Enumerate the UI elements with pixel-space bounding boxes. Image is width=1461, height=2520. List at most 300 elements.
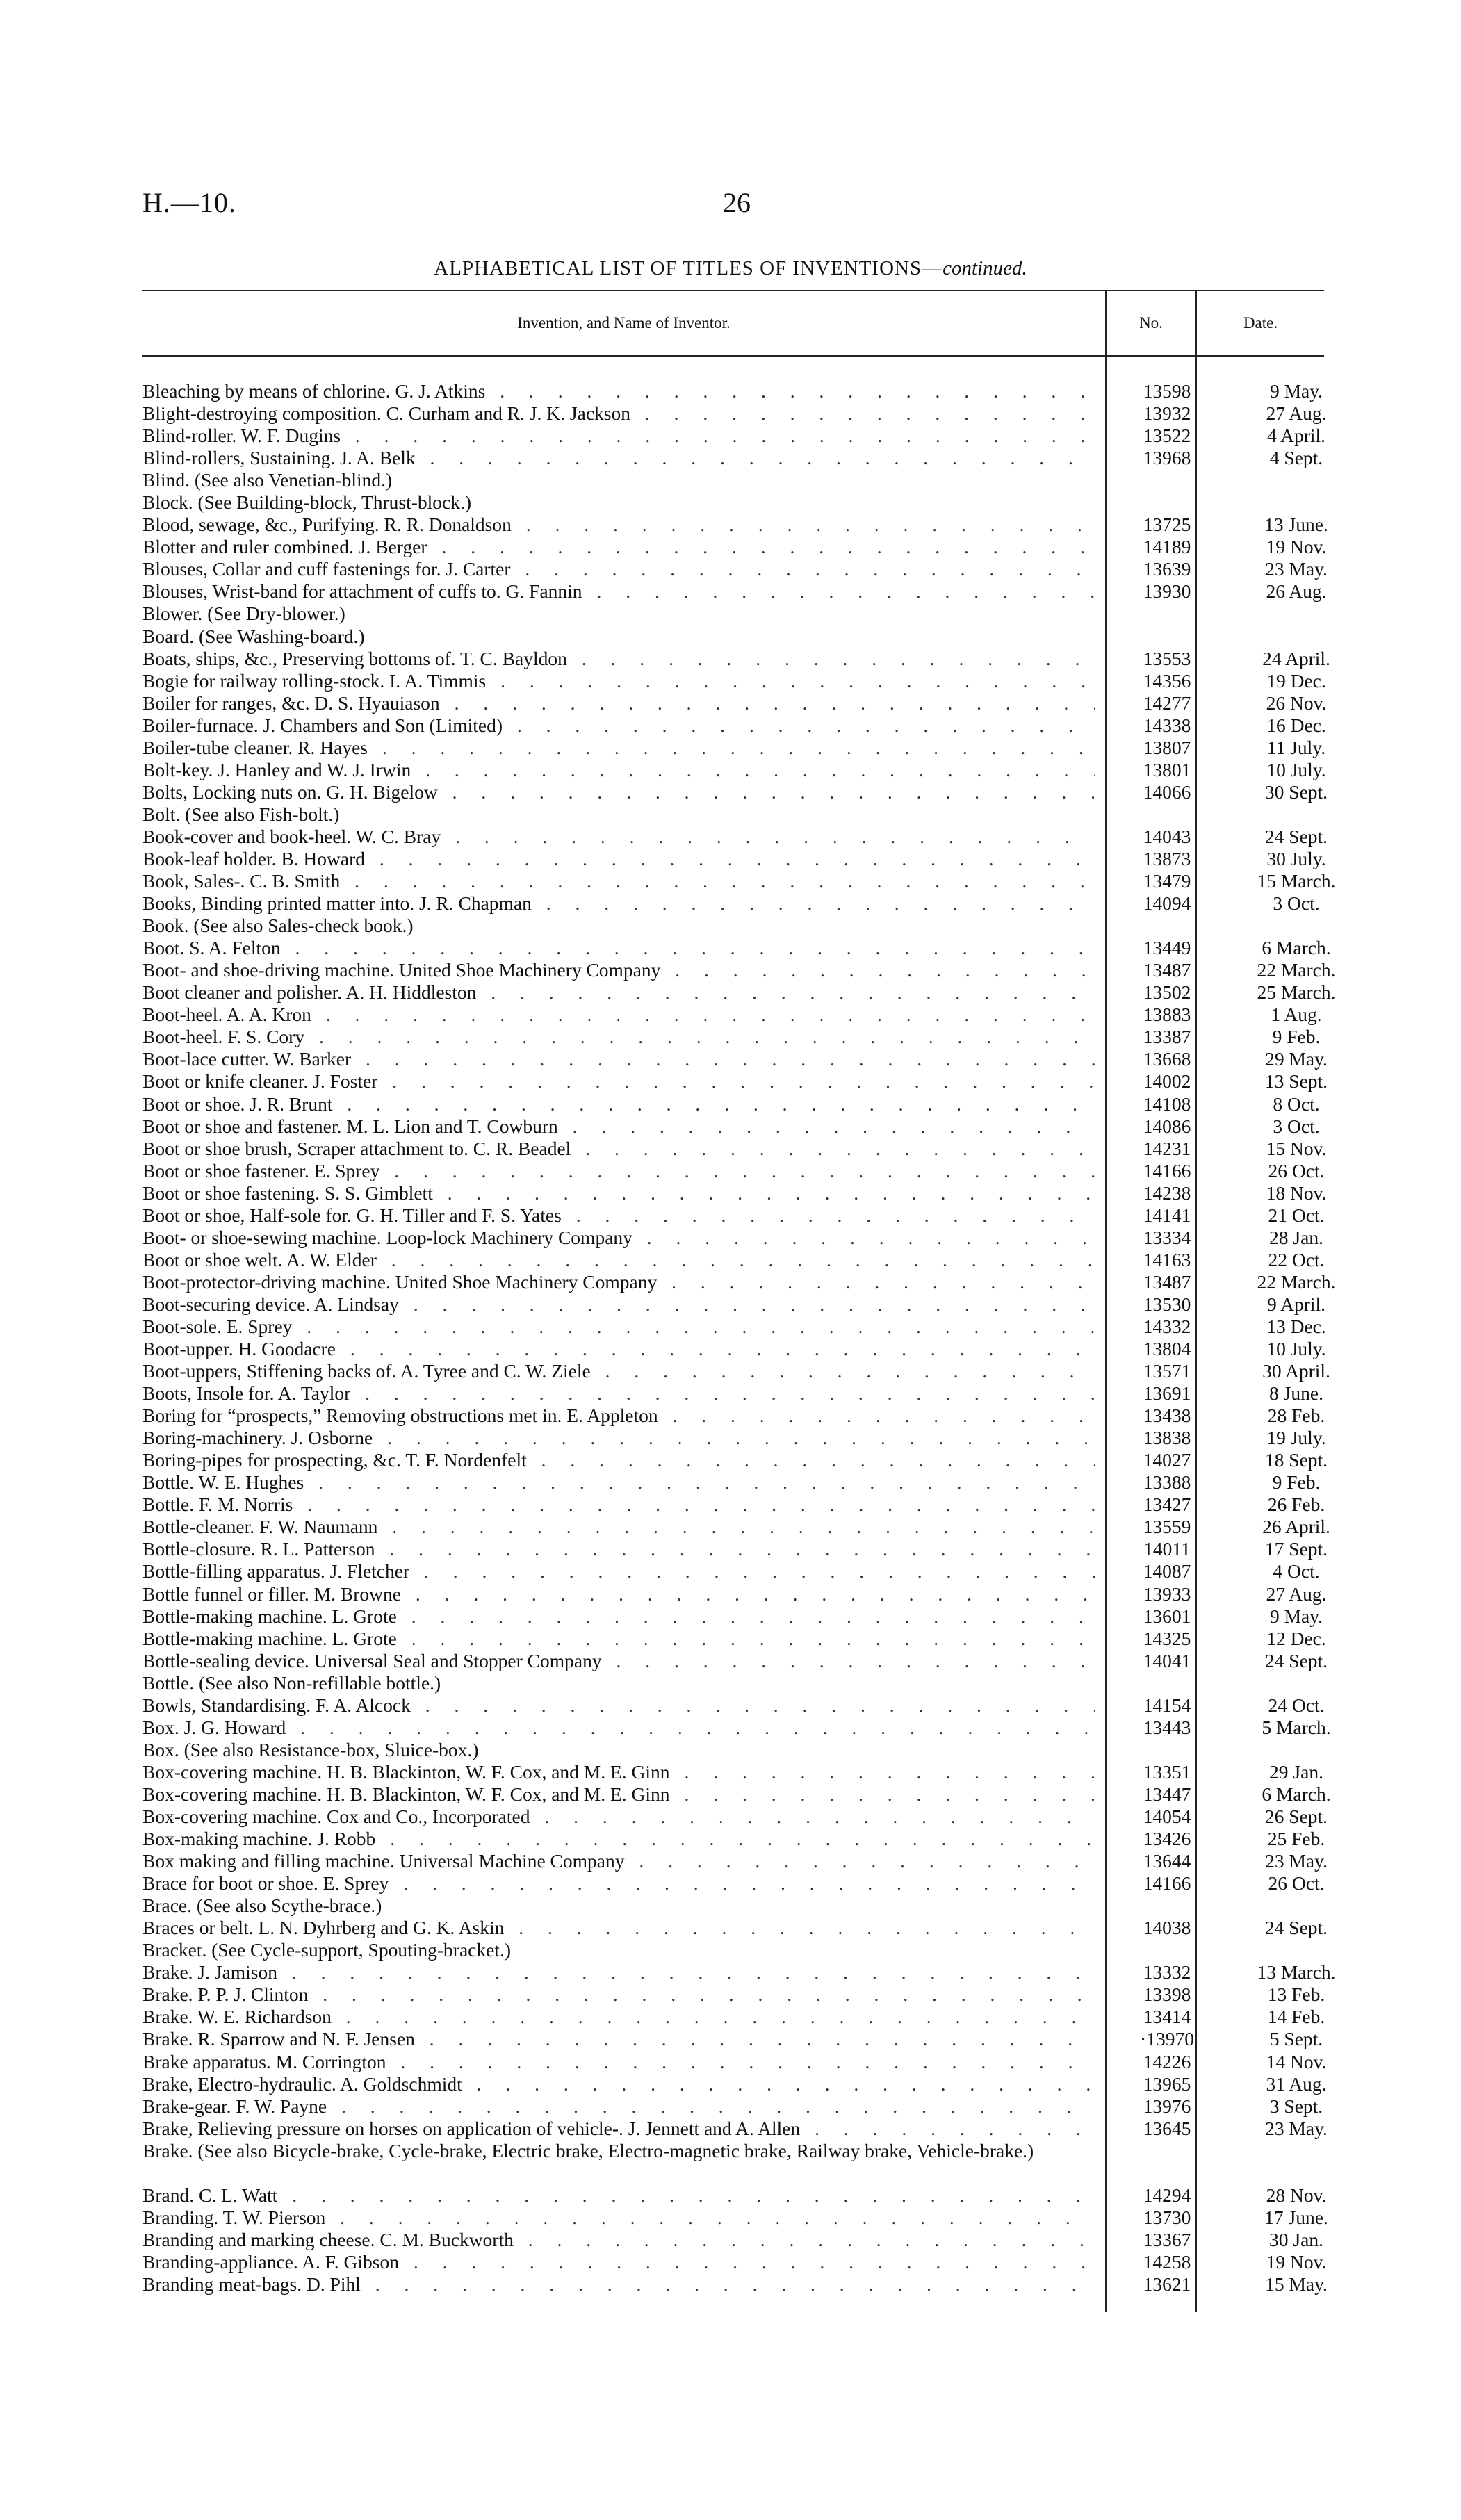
invention-title: Boiler-furnace. J. Chambers and Son (Limited) . . . [142, 714, 1095, 737]
patent-number: 13691 [1143, 1382, 1191, 1405]
list-item [142, 1449, 1456, 1471]
patent-number: 14011 [1143, 1538, 1191, 1560]
patent-date: 26 Oct. [1268, 1159, 1325, 1181]
patent-number: 14038 [1143, 1917, 1191, 1939]
patent-date: 18 Nov. [1266, 1181, 1327, 1204]
list-item [142, 1360, 1456, 1382]
patent-date: 10 July. [1266, 758, 1326, 780]
invention-title: Boot-heel. F. S. Cory . . . [142, 1026, 1095, 1048]
list-item [142, 2095, 1456, 2118]
invention-title: Branding and marking cheese. C. M. Buckworth . . . [142, 2229, 1095, 2251]
list-item [142, 1093, 1456, 1115]
patent-date: 23 May. [1265, 1850, 1328, 1872]
patent-number: 13387 [1143, 1026, 1191, 1048]
patent-number: 14166 [1143, 1872, 1191, 1895]
invention-title: Bottle. (See also Non-refillable bottle.) [142, 1671, 441, 1694]
patent-date: 24 Sept. [1264, 1649, 1328, 1671]
patent-date: 29 May. [1265, 1048, 1328, 1070]
patent-number: 13449 [1143, 937, 1191, 959]
patent-number: 13522 [1143, 425, 1191, 447]
list-item [142, 1939, 1456, 1961]
list-item [142, 1026, 1456, 1048]
list-item [142, 2028, 1456, 2050]
patent-number: 13968 [1143, 447, 1191, 469]
patent-date: 19 July. [1266, 1427, 1326, 1449]
invention-title: Blind. (See also Venetian-blind.) [142, 469, 393, 491]
patent-date: 8 June. [1269, 1382, 1323, 1405]
invention-title: Boot-lace cutter. W. Barker . . . [142, 1048, 1095, 1070]
invention-title: Bottle funnel or filler. M. Browne . . . [142, 1583, 1095, 1605]
patent-date: 8 Oct. [1273, 1093, 1320, 1115]
list-item [142, 1204, 1456, 1227]
invention-title: Boats, ships, &c., Preserving bottoms of. T. C. Bayldon . . . [142, 648, 1095, 670]
invention-title: Bottle-filling apparatus. J. Fletcher . . . [142, 1560, 1095, 1582]
invention-title: Boot-uppers, Stiffening backs of. A. Tyree and C. W. Ziele . . . [142, 1360, 1095, 1382]
patent-date: 30 Jan. [1269, 2228, 1323, 2250]
invention-title: Brake. P. P. J. Clinton . . . [142, 1983, 1095, 2006]
list-item [142, 670, 1456, 692]
invention-title: Boot or shoe welt. A. W. Elder . . . [142, 1249, 1095, 1271]
invention-title: Boring for “prospects,” Removing obstructions met in. E. Appleton . . . [142, 1405, 1095, 1427]
invention-title: Boot or shoe. J. R. Brunt . . . [142, 1093, 1095, 1115]
patent-date: 15 Nov. [1266, 1137, 1327, 1159]
list-item [142, 1516, 1456, 1538]
patent-date: 6 March. [1262, 1783, 1331, 1805]
list-item [142, 2006, 1456, 2028]
patent-number: 14066 [1143, 780, 1191, 803]
patent-number: 13332 [1143, 1961, 1191, 1983]
patent-number: 13388 [1143, 1471, 1191, 1494]
list-item [142, 1828, 1456, 1850]
patent-number: 13553 [1143, 647, 1191, 669]
patent-number: 14054 [1143, 1806, 1191, 1827]
invention-title: Boot cleaner and polisher. A. H. Hiddleston . . . [142, 981, 1095, 1004]
list-item [142, 892, 1456, 915]
patent-date: 17 Sept. [1264, 1538, 1328, 1560]
patent-date: 11 July. [1266, 736, 1326, 758]
patent-date: 4 Sept. [1269, 447, 1323, 469]
patent-number: 14166 [1143, 1159, 1191, 1181]
list-item [142, 1427, 1456, 1449]
patent-number: 13838 [1143, 1427, 1191, 1449]
invention-title: Boiler for ranges, &c. D. S. Hyauiason . . . [142, 692, 1095, 714]
list-item [142, 1382, 1456, 1405]
patent-number: 13873 [1143, 847, 1191, 869]
invention-title: Brake. J. Jamison . . . [142, 1961, 1095, 1983]
patent-date: 17 June. [1264, 2206, 1328, 2228]
patent-number: 13530 [1143, 1293, 1191, 1315]
patent-date: 28 Nov. [1266, 2184, 1327, 2206]
patent-number: 14043 [1143, 825, 1191, 847]
patent-number: 13933 [1143, 1582, 1191, 1605]
list-item [142, 1672, 1456, 1694]
patent-number: 13438 [1143, 1405, 1191, 1427]
patent-number: 14277 [1143, 692, 1191, 714]
list-item [142, 1115, 1456, 1138]
patent-number: 13398 [1143, 1983, 1191, 2006]
invention-title: Brace for boot or shoe. E. Sprey . . . [142, 1872, 1095, 1895]
invention-title: Brake-gear. F. W. Payne . . . [142, 2095, 1095, 2118]
invention-title: Bolt. (See also Fish-bolt.) [142, 803, 340, 825]
list-item [142, 1761, 1456, 1783]
title-text: ALPHABETICAL LIST OF TITLES OF INVENTIONS— [434, 257, 943, 279]
invention-title: Boot. S. A. Felton . . . [142, 937, 1095, 959]
list-item [142, 1783, 1456, 1806]
list-item [142, 1605, 1456, 1628]
patent-number: 13334 [1143, 1226, 1191, 1248]
invention-title: Block. (See Building-block, Thrust-block.) [142, 491, 472, 514]
list-item [142, 870, 1456, 892]
patent-number: 13447 [1143, 1783, 1191, 1805]
patent-number: 14338 [1143, 714, 1191, 736]
page-title [0, 257, 1461, 280]
patent-date: 22 Oct. [1268, 1248, 1325, 1270]
patent-date: 1 Aug. [1271, 1004, 1322, 1026]
patent-number: 14325 [1143, 1627, 1191, 1649]
patent-date: 9 Feb. [1272, 1026, 1321, 1048]
list-item [142, 536, 1456, 558]
patent-number: 14154 [1143, 1694, 1191, 1716]
list-item [142, 1227, 1456, 1249]
list-item [142, 580, 1456, 603]
invention-title: Brake apparatus. M. Corrington . . . [142, 2051, 1095, 2073]
patent-date: 22 March. [1257, 959, 1336, 981]
list-item [142, 2229, 1456, 2251]
patent-number: 13668 [1143, 1048, 1191, 1070]
list-item [142, 2140, 1456, 2184]
invention-title: Book-leaf holder. B. Howard . . . [142, 848, 1095, 870]
invention-title: Boiler-tube cleaner. R. Hayes . . . [142, 737, 1095, 759]
patent-date: 18 Sept. [1264, 1449, 1328, 1471]
invention-title: Book-cover and book-heel. W. C. Bray . . . [142, 826, 1095, 848]
invention-title: Boot or shoe fastener. E. Sprey . . . [142, 1160, 1095, 1182]
list-item [142, 1560, 1456, 1582]
invention-title: Blower. (See Dry-blower.) [142, 603, 345, 625]
list-item [142, 2251, 1456, 2273]
list-item [142, 625, 1456, 648]
invention-title: Brand. C. L. Watt . . . [142, 2184, 1095, 2207]
patent-number: 13621 [1143, 2273, 1191, 2295]
list-item [142, 648, 1456, 670]
list-item [142, 2051, 1456, 2073]
patent-number: 13414 [1143, 2006, 1191, 2028]
list-item [142, 1806, 1456, 1828]
list-item [142, 826, 1456, 848]
list-item [142, 1160, 1456, 1182]
patent-date: 19 Nov. [1266, 2250, 1327, 2273]
list-item [142, 1739, 1456, 1761]
list-item [142, 603, 1456, 625]
list-item [142, 447, 1456, 469]
list-item [142, 714, 1456, 737]
invention-title: Book. (See also Sales-check book.) [142, 915, 414, 937]
patent-number: 13965 [1143, 2072, 1191, 2095]
patent-number: 13645 [1143, 2117, 1191, 2139]
list-item [142, 1471, 1456, 1494]
patent-number: 13426 [1143, 1828, 1191, 1850]
patent-date: 13 Sept. [1264, 1070, 1328, 1093]
invention-title: Braces or belt. L. N. Dyhrberg and G. K. Askin . . . [142, 1917, 1095, 1939]
list-item [142, 1405, 1456, 1427]
list-item [142, 402, 1456, 425]
column-header-invention: Invention, and Name of Inventor. [517, 314, 730, 332]
invention-title: Bottle-making machine. L. Grote . . . [142, 1605, 1095, 1628]
patent-number: 13559 [1143, 1516, 1191, 1538]
invention-title: Blouses, Wrist-band for attachment of cuffs to. G. Fannin . . . [142, 580, 1095, 603]
invention-title: Books, Binding printed matter into. J. R. Chapman . . . [142, 892, 1095, 915]
patent-date: 5 March. [1262, 1716, 1331, 1738]
patent-number: 13427 [1143, 1494, 1191, 1516]
page-ref: H.—10. [142, 187, 236, 218]
list-item [142, 737, 1456, 759]
invention-title: Blight-destroying composition. C. Curham and R. J. K. Jackson . . . [142, 402, 1095, 425]
patent-number: 14002 [1143, 1070, 1191, 1093]
column-header-no: No. [1139, 314, 1163, 332]
invention-title: Branding. T. W. Pierson . . . [142, 2207, 1095, 2229]
patent-date: 23 May. [1265, 558, 1328, 580]
list-item [142, 1070, 1456, 1093]
invention-title: Boot- or shoe-sewing machine. Loop-lock Machinery Company . . . [142, 1227, 1095, 1249]
patent-number: 13571 [1143, 1360, 1191, 1382]
invention-title: Box making and filling machine. Universal Machine Company . . . [142, 1850, 1095, 1872]
list-item [142, 1338, 1456, 1360]
patent-number: 14231 [1143, 1137, 1191, 1159]
invention-title: Bottle-sealing device. Universal Seal and Stopper Company . . . [142, 1650, 1095, 1672]
patent-number: 13976 [1143, 2095, 1191, 2117]
patent-number: 13367 [1143, 2228, 1191, 2250]
list-item [142, 1182, 1456, 1204]
invention-title: Blind-roller. W. F. Dugins . . . [142, 425, 1095, 447]
patent-date: 15 March. [1257, 870, 1336, 892]
patent-date: 26 Feb. [1267, 1494, 1325, 1516]
patent-number: 13487 [1143, 1270, 1191, 1293]
list-item [142, 1138, 1456, 1160]
invention-title: Boring-machinery. J. Osborne . . . [142, 1427, 1095, 1449]
patent-number: 13598 [1143, 380, 1191, 402]
list-item [142, 491, 1456, 514]
patent-number: 13351 [1143, 1760, 1191, 1783]
patent-date: 4 Oct. [1273, 1560, 1320, 1582]
invention-title: Brake. (See also Bicycle-brake, Cycle-brake, Electric brake, Electro-magnetic brake, Railway brake, Vehicle-brake.) [142, 2139, 1034, 2161]
patent-date: 9 May. [1269, 1605, 1323, 1627]
patent-number: ·13970 [1140, 2028, 1194, 2050]
list-item [142, 2073, 1456, 2095]
header-bottom-rule [142, 355, 1324, 357]
list-item [142, 1717, 1456, 1739]
patent-date: 29 Jan. [1269, 1760, 1323, 1783]
patent-date: 12 Dec. [1266, 1627, 1326, 1649]
invention-title: Brake. R. Sparrow and N. F. Jensen . . . [142, 2028, 1095, 2050]
invention-title: Boot-sole. E. Sprey . . . [142, 1316, 1095, 1338]
patent-date: 14 Feb. [1267, 2006, 1325, 2028]
patent-date: 3 Sept. [1269, 2095, 1323, 2117]
invention-title: Bottle-closure. R. L. Patterson . . . [142, 1538, 1095, 1560]
list-item [142, 1628, 1456, 1650]
list-item [142, 915, 1456, 937]
list-item [142, 1895, 1456, 1917]
patent-number: 13725 [1143, 514, 1191, 536]
list-item [142, 2118, 1456, 2140]
patent-date: 31 Aug. [1266, 2072, 1327, 2095]
patent-number: 14041 [1143, 1649, 1191, 1671]
list-item [142, 514, 1456, 536]
patent-number: 14332 [1143, 1315, 1191, 1337]
patent-date: 19 Dec. [1266, 669, 1326, 692]
invention-title: Boot-upper. H. Goodacre . . . [142, 1338, 1095, 1360]
list-item [142, 803, 1456, 826]
patent-date: 13 March. [1257, 1961, 1336, 1983]
list-item [142, 1872, 1456, 1895]
patent-date: 13 June. [1264, 514, 1328, 536]
invention-title: Brake, Relieving pressure on horses on application of vehicle-. J. Jennett and A. Allen . . . [142, 2118, 1095, 2140]
invention-list [142, 380, 1456, 2296]
invention-title: Boot or shoe, Half-sole for. G. H. Tiller and F. S. Yates . . . [142, 1204, 1095, 1227]
invention-title: Boot-protector-driving machine. United Shoe Machinery Company . . . [142, 1271, 1095, 1293]
invention-title: Branding-appliance. A. F. Gibson . . . [142, 2251, 1095, 2273]
patent-number: 14087 [1143, 1560, 1191, 1582]
patent-number: 13801 [1143, 758, 1191, 780]
list-item [142, 759, 1456, 781]
patent-date: 23 May. [1265, 2117, 1328, 2139]
patent-number: 14163 [1143, 1248, 1191, 1270]
patent-date: 28 Feb. [1267, 1405, 1325, 1427]
invention-title: Bottle. W. E. Hughes . . . [142, 1471, 1095, 1494]
patent-date: 27 Aug. [1266, 402, 1327, 425]
invention-title: Boring-pipes for prospecting, &c. T. F. Nordenfelt . . . [142, 1449, 1095, 1471]
patent-date: 19 Nov. [1266, 536, 1327, 558]
patent-date: 22 March. [1257, 1270, 1336, 1293]
patent-date: 3 Oct. [1273, 1115, 1320, 1137]
list-item [142, 2207, 1456, 2229]
list-item [142, 425, 1456, 447]
patent-date: 25 March. [1257, 981, 1336, 1004]
patent-number: 14238 [1143, 1181, 1191, 1204]
patent-date: 30 Sept. [1264, 780, 1328, 803]
patent-number: 13807 [1143, 736, 1191, 758]
invention-title: Boot or shoe and fastener. M. L. Lion and T. Cowburn . . . [142, 1115, 1095, 1138]
list-item [142, 1271, 1456, 1293]
list-item [142, 1316, 1456, 1338]
patent-date: 26 Aug. [1266, 580, 1327, 603]
invention-title: Box-covering machine. Cox and Co., Incorporated . . . [142, 1806, 1095, 1828]
invention-title: Bleaching by means of chlorine. G. J. Atkins . . . [142, 380, 1095, 402]
list-item [142, 2273, 1456, 2296]
column-header-date: Date. [1243, 314, 1278, 332]
list-item [142, 1983, 1456, 2006]
patent-date: 28 Jan. [1269, 1226, 1323, 1248]
invention-title: Bogie for railway rolling-stock. I. A. Timmis . . . [142, 670, 1095, 692]
list-item [142, 1293, 1456, 1316]
patent-number: 13443 [1143, 1716, 1191, 1738]
patent-number: 13639 [1143, 558, 1191, 580]
list-item [142, 1538, 1456, 1560]
patent-number: 14258 [1143, 2250, 1191, 2273]
title-continued: continued. [942, 257, 1027, 279]
patent-date: 26 Sept. [1264, 1806, 1328, 1827]
invention-title: Board. (See Washing-board.) [142, 625, 365, 647]
invention-title: Bottle-making machine. L. Grote . . . [142, 1628, 1095, 1650]
invention-title: Boot- and shoe-driving machine. United Shoe Machinery Company . . . [142, 959, 1095, 981]
patent-date: 25 Feb. [1267, 1828, 1325, 1850]
patent-date: 9 April. [1266, 1293, 1326, 1315]
patent-date: 3 Oct. [1273, 892, 1320, 915]
patent-date: 30 April. [1262, 1360, 1330, 1382]
patent-date: 13 Feb. [1267, 1983, 1325, 2006]
patent-date: 9 May. [1269, 380, 1323, 402]
patent-number: 14108 [1143, 1093, 1191, 1115]
invention-title: Brake. W. E. Richardson . . . [142, 2006, 1095, 2028]
list-item [142, 1583, 1456, 1605]
invention-title: Box. J. G. Howard . . . [142, 1717, 1095, 1739]
list-item [142, 1961, 1456, 1983]
list-item [142, 1494, 1456, 1516]
invention-title: Blood, sewage, &c., Purifying. R. R. Donaldson . . . [142, 514, 1095, 536]
list-item [142, 1249, 1456, 1271]
list-item [142, 1850, 1456, 1872]
patent-date: 26 Nov. [1266, 692, 1327, 714]
invention-title: Box-covering machine. H. B. Blackinton, W. F. Cox, and M. E. Ginn . . . [142, 1761, 1095, 1783]
list-item [142, 380, 1456, 402]
patent-date: 15 May. [1265, 2273, 1328, 2295]
invention-title: Bolt-key. J. Hanley and W. J. Irwin . . . [142, 759, 1095, 781]
invention-title: Boot or shoe fastening. S. S. Gimblett . . . [142, 1182, 1095, 1204]
patent-number: 13932 [1143, 402, 1191, 425]
patent-date: 6 March. [1262, 937, 1331, 959]
list-item [142, 981, 1456, 1004]
patent-number: 13730 [1143, 2206, 1191, 2228]
patent-date: 13 Dec. [1266, 1315, 1326, 1337]
patent-number: 14086 [1143, 1115, 1191, 1137]
patent-number: 13601 [1143, 1605, 1191, 1627]
patent-date: 4 April. [1266, 425, 1326, 447]
patent-date: 16 Dec. [1266, 714, 1326, 736]
list-item [142, 1650, 1456, 1672]
invention-title: Book, Sales-. C. B. Smith . . . [142, 870, 1095, 892]
patent-number: 14189 [1143, 536, 1191, 558]
header-top-rule [142, 290, 1324, 291]
invention-title: Brace. (See also Scythe-brace.) [142, 1895, 382, 1917]
list-item [142, 937, 1456, 959]
patent-number: 14094 [1143, 892, 1191, 915]
patent-date: 30 July. [1266, 847, 1326, 869]
patent-number: 13930 [1143, 580, 1191, 603]
invention-title: Branding meat-bags. D. Pihl . . . [142, 2273, 1095, 2296]
invention-title: Boot-securing device. A. Lindsay . . . [142, 1293, 1095, 1316]
patent-date: 21 Oct. [1268, 1204, 1325, 1226]
invention-title: Box-covering machine. H. B. Blackinton, W. F. Cox, and M. E. Ginn . . . [142, 1783, 1095, 1806]
invention-title: Blotter and ruler combined. J. Berger . . . [142, 536, 1095, 558]
invention-title: Brake, Electro-hydraulic. A. Goldschmidt . . . [142, 2073, 1095, 2095]
patent-number: 14027 [1143, 1449, 1191, 1471]
invention-title: Bottle. F. M. Norris . . . [142, 1494, 1095, 1516]
patent-number: 14141 [1143, 1204, 1191, 1226]
patent-number: 13644 [1143, 1850, 1191, 1872]
invention-title: Bracket. (See Cycle-support, Spouting-bracket.) [142, 1939, 511, 1961]
patent-date: 24 Oct. [1268, 1694, 1325, 1716]
list-item [142, 469, 1456, 491]
invention-title: Boots, Insole for. A. Taylor . . . [142, 1382, 1095, 1405]
patent-date: 27 Aug. [1266, 1582, 1327, 1605]
list-item [142, 558, 1456, 580]
list-item [142, 1048, 1456, 1070]
invention-title: Box. (See also Resistance-box, Sluice-box.) [142, 1738, 479, 1760]
list-item [142, 1917, 1456, 1939]
list-item [142, 1694, 1456, 1717]
patent-date: 26 Oct. [1268, 1872, 1325, 1895]
patent-number: 14226 [1143, 2050, 1191, 2072]
patent-number: 14356 [1143, 669, 1191, 692]
list-item [142, 848, 1456, 870]
